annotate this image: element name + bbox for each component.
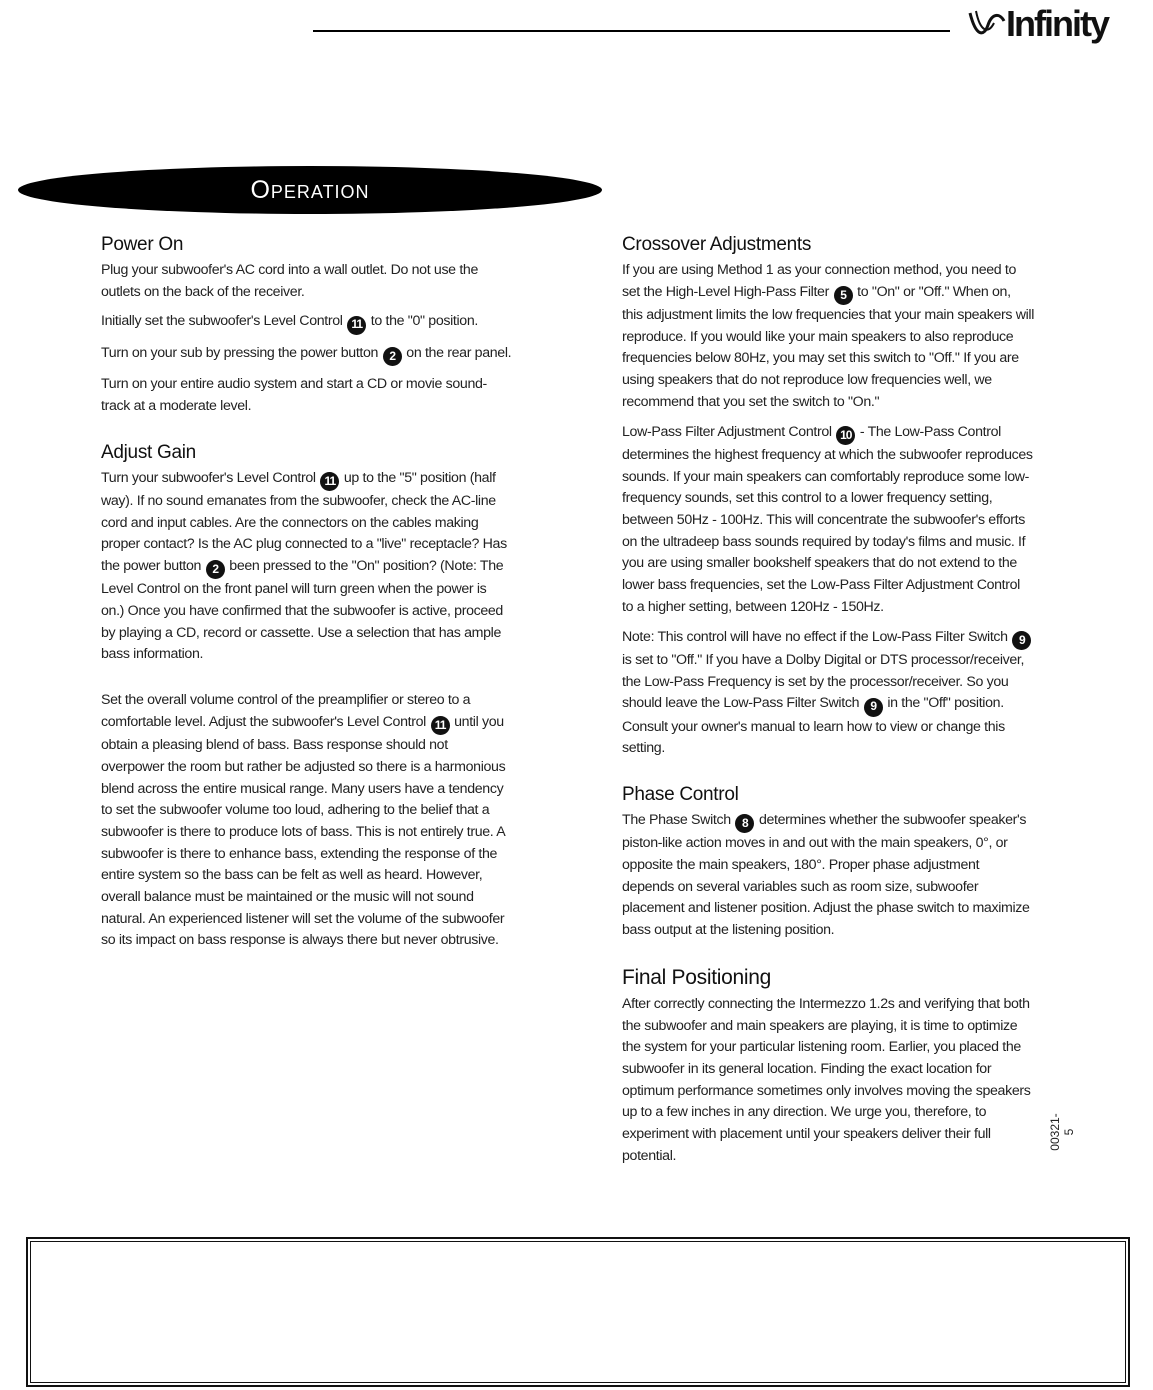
infinity-logo bbox=[966, 2, 1126, 46]
phase-p1 bbox=[622, 810, 1034, 942]
text: Low-Pass Filter Adjustment Control bbox=[622, 423, 832, 440]
bottom-frame-inner bbox=[30, 1241, 1126, 1383]
adjust-gain-p1 bbox=[101, 468, 513, 667]
marker-lpf-icon: 10 bbox=[836, 426, 855, 445]
final-heading: Final Positioning bbox=[622, 965, 771, 989]
crossover-heading: Crossover Adjustments bbox=[622, 234, 812, 255]
document-code: 00321-5 bbox=[1048, 1113, 1076, 1151]
text: Note: This control will have no effect if the Low-Pass Filter Switch bbox=[622, 628, 1008, 645]
text: - The Low-Pass Control determines the highest frequency at which the subwoofer reproduces sounds. If your main speakers can comfortably reproduce some low-frequency sounds, set this control to a lower frequency setting, between 50Hz - 100Hz. This will concentrate the subwoofer's efforts on the ultradeep bass sounds required by today's films and music. If you are using smaller bookshelf speakers that do not extend to the lower bass frequencies, set the Low-Pass Filter Adjustment Control to a higher setting, between 120Hz - 150Hz. bbox=[622, 423, 1033, 615]
final-p1: After correctly connecting the Intermezzo 1.2s and verifying that both the subwoofer and main speakers are playing, it is time to optimize the system for your particular listening room. Earlier, you placed the subwoofer in its general location. Finding the exact location for optimum performance sometimes only involves moving the speakers up to a few inches in any direction. We urge you, therefore, to experiment with placement until your speakers deliver their full potential. bbox=[622, 995, 1031, 1164]
text: been pressed to the "On" position? (Note: The Level Control on the front panel will turn green when the power is on.) Once you have confirmed that the subwoofer is active, proceed by playing a CD, record or cassette. Use a selection that has ample bass information. bbox=[101, 557, 504, 663]
left-column bbox=[101, 234, 513, 960]
power-on-heading: Power On bbox=[101, 234, 184, 255]
adjust-gain-heading: Adjust Gain bbox=[101, 441, 196, 463]
crossover-p1 bbox=[622, 260, 1034, 414]
power-on-p2 bbox=[101, 311, 513, 334]
text: on the rear panel. bbox=[406, 344, 512, 361]
text: up to the "5" position (half way). If no sound emanates from the subwoofer, check the AC-line cord and input cables. Are the connectors on the cables making proper contact? Is the AC plug connected to a "live" receptacle? Has the power button bbox=[101, 469, 507, 574]
text: If you are using Method 1 as your connection method, you need to set the High-Level High-Pass Filter bbox=[622, 262, 1017, 300]
text: Turn your subwoofer's Level Control bbox=[101, 469, 316, 486]
text: until you obtain a pleasing blend of bass. Bass response should not overpower the room but rather be adjusted so there is a harmonious blend across the entire musical range. Many users have a tendency to set the subwoofer volume too loud, adhering to the belief that a subwoofer is there to produce lots of bass. This is not entirely true. A subwoofer is there to enhance bass, extending the response of the entire system so the bass can be felt as well as heard. However, overall balance must be maintained or the music will not sound natural. An experienced listener will set the volume of the subwoofer so its impact on bass response is always there but never obtrusive. bbox=[101, 713, 506, 949]
text: The Phase Switch bbox=[622, 812, 731, 829]
banner-title: Operation bbox=[250, 175, 370, 204]
text: Turn on your sub by pressing the power button bbox=[101, 344, 379, 361]
marker-level-icon: 11 bbox=[347, 316, 366, 335]
adjust-gain-p2 bbox=[101, 690, 513, 952]
marker-lpf-switch-icon: 9 bbox=[1012, 631, 1031, 650]
section-banner bbox=[18, 166, 602, 214]
text: to the "0" position. bbox=[370, 313, 478, 330]
marker-lpf-switch-icon: 9 bbox=[864, 698, 883, 717]
logo-text: Infinity bbox=[1006, 3, 1108, 44]
marker-level-icon: 11 bbox=[431, 716, 450, 735]
text: to "On" or "Off." When on, this adjustment limits the low frequencies that your main speakers will reproduce. If you would like your main speakers to also reproduce frequencies below 80Hz, you may set this switch to "Off." If you are using speakers that do not reproduce low frequencies well, we recommend that you set the switch to "On." bbox=[622, 283, 1034, 410]
power-on-p3 bbox=[101, 343, 513, 366]
right-column bbox=[622, 234, 1034, 1176]
marker-power-icon: 2 bbox=[206, 560, 225, 579]
text: Set the overall volume control of the preamplifier or stereo to a comfortable level. Adjust the subwoofer's Level Control bbox=[101, 692, 471, 730]
header-rule bbox=[313, 30, 950, 32]
power-on-p1: Plug your subwoofer's AC cord into a wall outlet. Do not use the outlets on the back of the receiver. bbox=[101, 262, 478, 300]
marker-level-icon: 11 bbox=[320, 472, 339, 491]
crossover-p3 bbox=[622, 627, 1034, 761]
marker-hpf-icon: 5 bbox=[834, 286, 853, 305]
text: determines whether the subwoofer speaker's piston-like action moves in and out with the main speakers, 0°, or opposite the main speakers, 180°. Proper phase adjustment depends on several variables such as room size, subwoofer placement and listener position. Adjust the phase switch to maximize bass output at the listening position. bbox=[622, 812, 1030, 939]
infinity-swirl-icon bbox=[966, 7, 1010, 41]
text: in the "Off" position. Consult your owner's manual to learn how to view or change this setting. bbox=[622, 695, 1005, 757]
power-on-p4: Turn on your entire audio system and start a CD or movie sound-track at a moderate level. bbox=[101, 376, 487, 414]
phase-heading: Phase Control bbox=[622, 784, 739, 806]
marker-phase-icon: 8 bbox=[735, 814, 754, 833]
crossover-p2 bbox=[622, 422, 1034, 619]
marker-power-icon: 2 bbox=[383, 347, 402, 366]
text: is set to "Off." If you have a Dolby Digital or DTS processor/receiver, the Low-Pass Frequency is set by the processor/receiver. So you should leave the Low-Pass Filter Switch bbox=[622, 651, 1025, 712]
text: Initially set the subwoofer's Level Control bbox=[101, 313, 343, 330]
